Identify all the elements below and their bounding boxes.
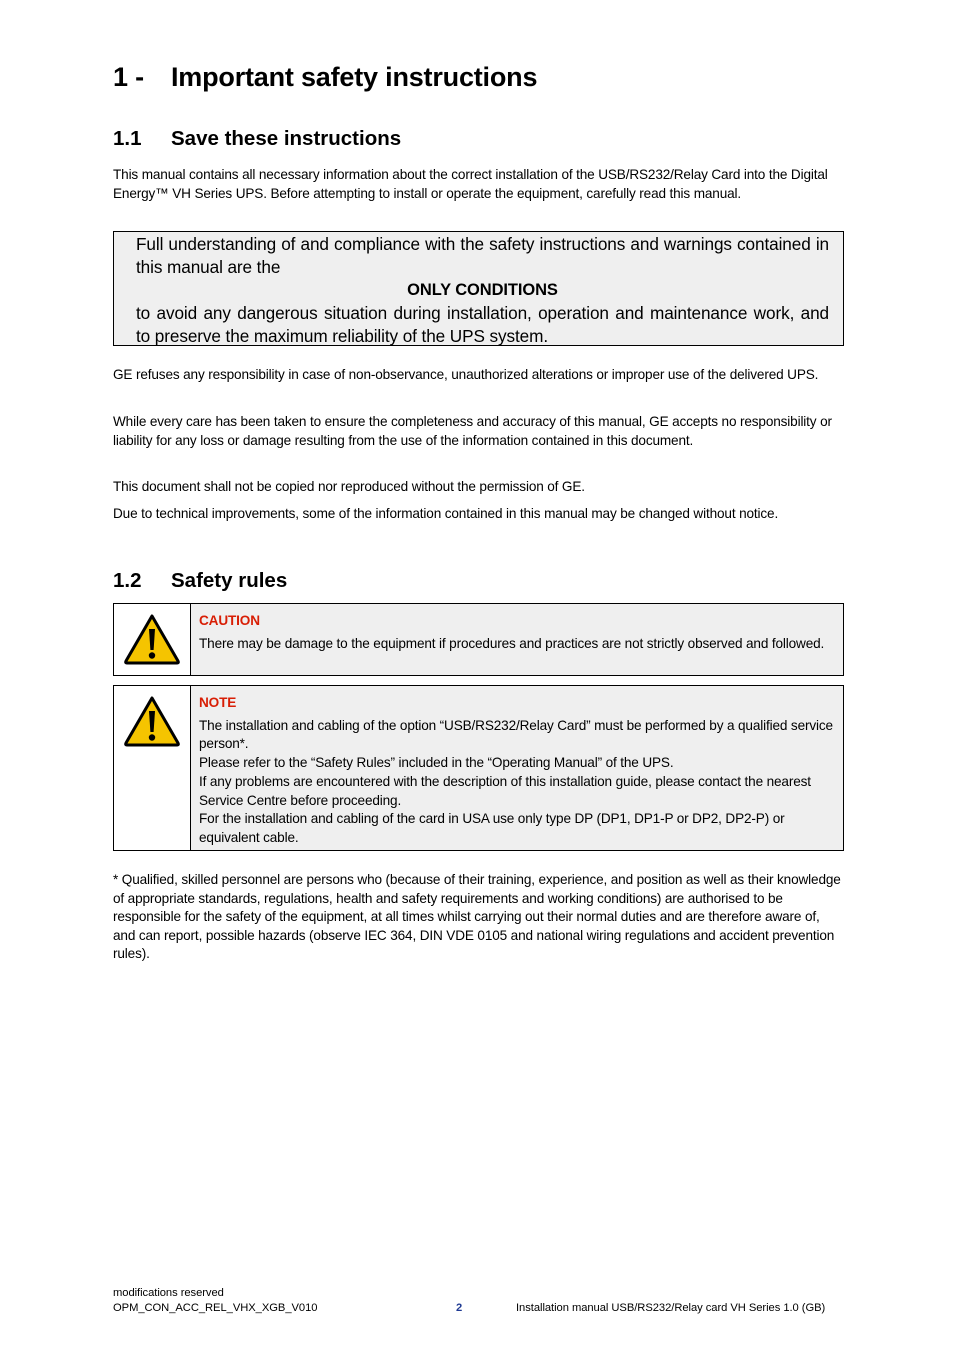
section-title: Safety rules [171,569,288,592]
footer-doc-code: OPM_CON_ACC_REL_VHX_XGB_V010 [113,1302,318,1314]
note-line: Please refer to the “Safety Rules” included in the “Operating Manual” of the UPS. [199,755,674,771]
notice-emphasis: ONLY CONDITIONS [407,281,558,299]
note-box [113,685,844,851]
section-heading-1-2 [113,569,287,593]
section-heading-1-1 [113,127,401,151]
note-line: If any problems are encountered with the description of this installation guide, please contact the nearest Service Centre before proceeding. [199,773,811,808]
caution-text-cell [191,604,832,675]
important-notice-box [113,231,844,346]
note-icon-cell [114,686,191,850]
note-text-cell [191,686,843,850]
section-number: 1.2 [113,569,142,592]
paragraph-responsibility: GE refuses any responsibility in case of non-observance, unauthorized alterations or improper use of the delivered UPS. [113,367,819,382]
paragraph-copyright: This document shall not be copied nor reproduced without the permission of GE. [113,479,585,494]
notice-text-1: Full understanding of and compliance with the safety instructions and warnings contained in this manual are the [136,234,829,277]
paragraph-liability: While every care has been taken to ensure the completeness and accuracy of this manual, GE accepts no responsibility or liability for any loss or damage resulting from the use of the information contained in this document. [113,414,832,448]
caution-text: There may be damage to the equipment if procedures and practices are not strictly observed and followed. [199,635,825,651]
caution-box [113,603,844,676]
chapter-number: 1 - [113,62,144,92]
section-title: Save these instructions [171,127,402,150]
footer-page-number: 2 [456,1302,463,1314]
caution-icon-cell [114,604,191,675]
footnote-qualified-personnel: * Qualified, skilled personnel are persons who (because of their training, experience, and position as well as their knowledge of appropriate standards, regulations, health and safety requirements and working conditions) are authorised to be responsible for the safety of the equipment, at all times whilst carrying out their normal duties and are therefore aware of, and can report, possible hazards (observe IEC 364, DIN VDE 0105 and national wiring regulations and accident prevention rules). [113,872,841,961]
warning-triangle-icon [123,613,181,670]
warning-triangle-icon [123,695,181,752]
chapter-heading [113,62,537,93]
caution-label: CAUTION [199,613,260,628]
footer-reserved: modifications reserved [113,1287,224,1299]
section-number: 1.1 [113,127,142,150]
intro-paragraph: This manual contains all necessary information about the correct installation of the USB/RS232/Relay Card into the Digital Energy™ VH Series UPS. Before attempting to install or operate the equipment, carefully read this manual. [113,167,828,201]
note-label: NOTE [199,695,237,710]
chapter-title: Important safety instructions [171,62,538,92]
note-line: The installation and cabling of the option “USB/RS232/Relay Card” must be performed by a qualified service person*. [199,717,833,752]
footer-title: Installation manual USB/RS232/Relay card VH Series 1.0 (GB) [516,1302,826,1314]
notice-text-2: to avoid any dangerous situation during installation, operation and maintenance work, and to preserve the maximum reliability of the UPS system. [136,303,829,346]
paragraph-changes: Due to technical improvements, some of the information contained in this manual may be changed without notice. [113,506,779,521]
note-line: For the installation and cabling of the card in USA use only type DP (DP1, DP1-P or DP2, DP2-P) or equivalent cable. [199,811,785,845]
